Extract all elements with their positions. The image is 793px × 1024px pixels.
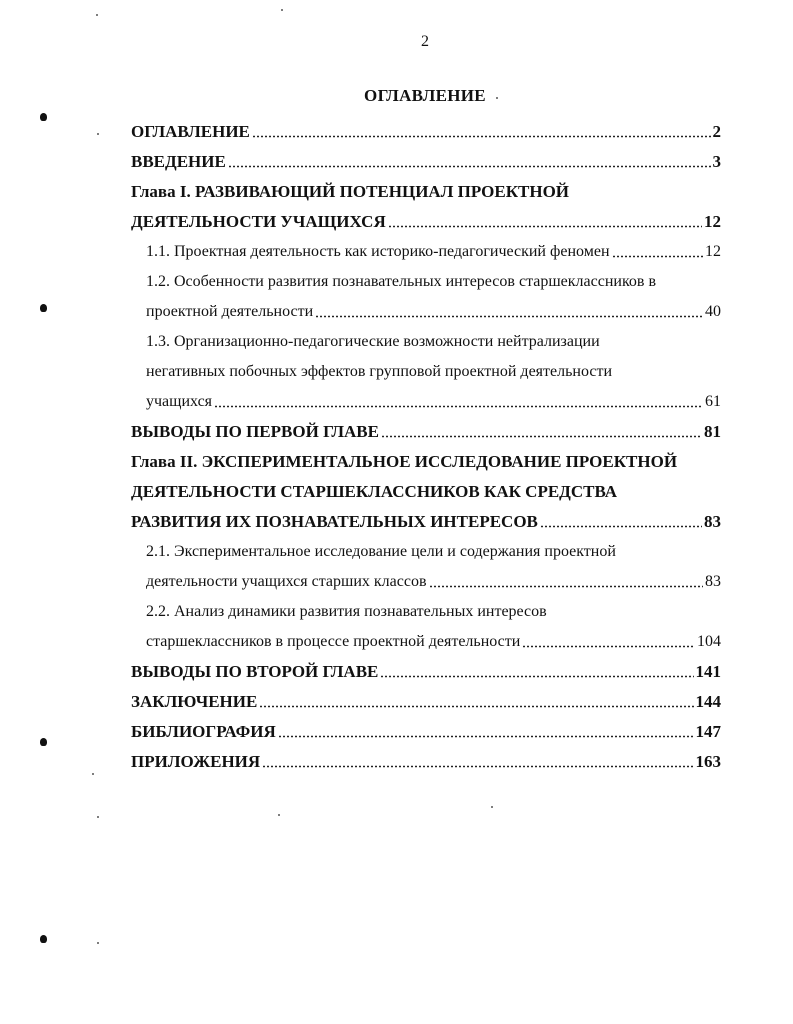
dot-leader bbox=[262, 765, 693, 768]
toc-entry-page: 81 bbox=[704, 422, 721, 441]
dot-leader bbox=[315, 315, 703, 318]
binder-hole-mark bbox=[40, 113, 47, 121]
toc-entry-chapter1[interactable] bbox=[131, 207, 721, 237]
toc-entry-title: РАЗВИТИЯ ИХ ПОЗНАВАТЕЛЬНЫХ ИНТЕРЕСОВ bbox=[131, 512, 538, 531]
toc-entry-title: ДЕЯТЕЛЬНОСТИ УЧАЩИХСЯ bbox=[131, 212, 386, 231]
toc-entry-section-2-1-line1: 2.1. Экспериментальное исследование цели и содержания проектной bbox=[146, 543, 616, 560]
dot-leader bbox=[381, 435, 702, 438]
scan-speck bbox=[97, 816, 99, 818]
toc-entry-title: старшеклассников в процессе проектной деятельности bbox=[146, 633, 521, 650]
dot-leader bbox=[388, 225, 702, 228]
toc-entry-section-1-3-line2: негативных побочных эффектов групповой проектной деятельности bbox=[146, 363, 613, 380]
binder-hole-mark bbox=[40, 935, 47, 943]
scan-speck bbox=[281, 9, 283, 11]
dot-leader bbox=[522, 645, 695, 648]
binder-hole-mark bbox=[40, 304, 47, 312]
toc-entry-title: учащихся bbox=[146, 393, 213, 410]
toc-entry-title: проектной деятельности bbox=[146, 303, 314, 320]
toc-entry-section-1-3[interactable] bbox=[131, 387, 721, 417]
dot-leader bbox=[259, 705, 693, 708]
toc-entry-page: 2 bbox=[712, 122, 721, 141]
dot-leader bbox=[380, 675, 693, 678]
toc-entry-page: 12 bbox=[704, 212, 721, 231]
toc-entry-section-1-2-line1: 1.2. Особенности развития познавательных интересов старшеклассников в bbox=[146, 273, 657, 290]
page-number: 2 bbox=[421, 33, 429, 50]
toc-entry-title: ПРИЛОЖЕНИЯ bbox=[131, 752, 261, 771]
toc-entry-title: 1.1. Проектная деятельность как историко-педагогический феномен bbox=[146, 243, 610, 260]
toc-entry-section-2-1[interactable] bbox=[131, 567, 721, 597]
toc-entry-conclusions-chapter1[interactable] bbox=[131, 417, 721, 447]
binder-hole-mark bbox=[40, 738, 47, 746]
scan-speck bbox=[92, 773, 94, 775]
toc-entry-section-2-2-line1: 2.2. Анализ динамики развития познавательных интересов bbox=[146, 603, 547, 620]
dot-leader bbox=[228, 165, 711, 168]
dot-leader bbox=[540, 525, 702, 528]
toc-entry-title: ОГЛАВЛЕНИЕ bbox=[131, 122, 250, 141]
toc-entry-title: ВВЕДЕНИЕ bbox=[131, 152, 226, 171]
toc-entry-conclusion[interactable] bbox=[131, 687, 721, 717]
toc-entry-title: ВЫВОДЫ ПО ВТОРОЙ ГЛАВЕ bbox=[131, 662, 379, 681]
toc-entry-page: 3 bbox=[712, 152, 721, 171]
dot-leader bbox=[278, 735, 694, 738]
toc-entry-section-1-2[interactable] bbox=[131, 297, 721, 327]
toc-entry-appendices[interactable] bbox=[131, 747, 721, 777]
toc-entry-title: ЗАКЛЮЧЕНИЕ bbox=[131, 692, 258, 711]
toc-entry-chapter2-line2: ДЕЯТЕЛЬНОСТИ СТАРШЕКЛАССНИКОВ КАК СРЕДСТВА bbox=[131, 482, 618, 501]
toc-entry-title: БИБЛИОГРАФИЯ bbox=[131, 722, 276, 741]
toc-entry-page: 163 bbox=[695, 752, 721, 771]
scan-speck bbox=[496, 97, 498, 99]
dot-leader bbox=[612, 255, 703, 258]
toc-entry-page: 12 bbox=[705, 243, 721, 260]
toc-entry-section-2-2[interactable] bbox=[131, 627, 721, 657]
toc-entry-contents[interactable] bbox=[131, 117, 721, 147]
scan-speck bbox=[97, 942, 99, 944]
toc-entry-title: ВЫВОДЫ ПО ПЕРВОЙ ГЛАВЕ bbox=[131, 422, 379, 441]
toc-entry-section-1-3-line1: 1.3. Организационно-педагогические возможности нейтрализации bbox=[146, 333, 600, 350]
table-of-contents bbox=[131, 117, 721, 777]
toc-entry-title: деятельности учащихся старших классов bbox=[146, 573, 427, 590]
toc-entry-chapter2[interactable] bbox=[131, 507, 721, 537]
toc-entry-section-1-1[interactable] bbox=[131, 237, 721, 267]
scan-speck bbox=[491, 806, 493, 808]
toc-entry-page: 104 bbox=[697, 633, 721, 650]
scan-speck bbox=[278, 814, 280, 816]
toc-entry-page: 61 bbox=[705, 393, 721, 410]
toc-entry-chapter2-line1: Глава II. ЭКСПЕРИМЕНТАЛЬНОЕ ИССЛЕДОВАНИЕ ПРОЕКТНОЙ bbox=[131, 452, 678, 471]
toc-entry-page: 83 bbox=[705, 573, 721, 590]
dot-leader bbox=[252, 135, 711, 138]
scan-speck bbox=[96, 14, 98, 16]
toc-entry-page: 83 bbox=[704, 512, 721, 531]
page-title: ОГЛАВЛЕНИЕ bbox=[364, 86, 486, 105]
scan-speck bbox=[97, 133, 99, 135]
toc-entry-page: 147 bbox=[695, 722, 721, 741]
toc-entry-page: 144 bbox=[695, 692, 721, 711]
dot-leader bbox=[429, 585, 703, 588]
toc-entry-page: 40 bbox=[705, 303, 721, 320]
dot-leader bbox=[214, 405, 703, 408]
toc-entry-page: 141 bbox=[695, 662, 721, 681]
toc-entry-chapter1-line1: Глава I. РАЗВИВАЮЩИЙ ПОТЕНЦИАЛ ПРОЕКТНОЙ bbox=[131, 182, 570, 201]
toc-entry-introduction[interactable] bbox=[131, 147, 721, 177]
toc-entry-conclusions-chapter2[interactable] bbox=[131, 657, 721, 687]
toc-entry-bibliography[interactable] bbox=[131, 717, 721, 747]
